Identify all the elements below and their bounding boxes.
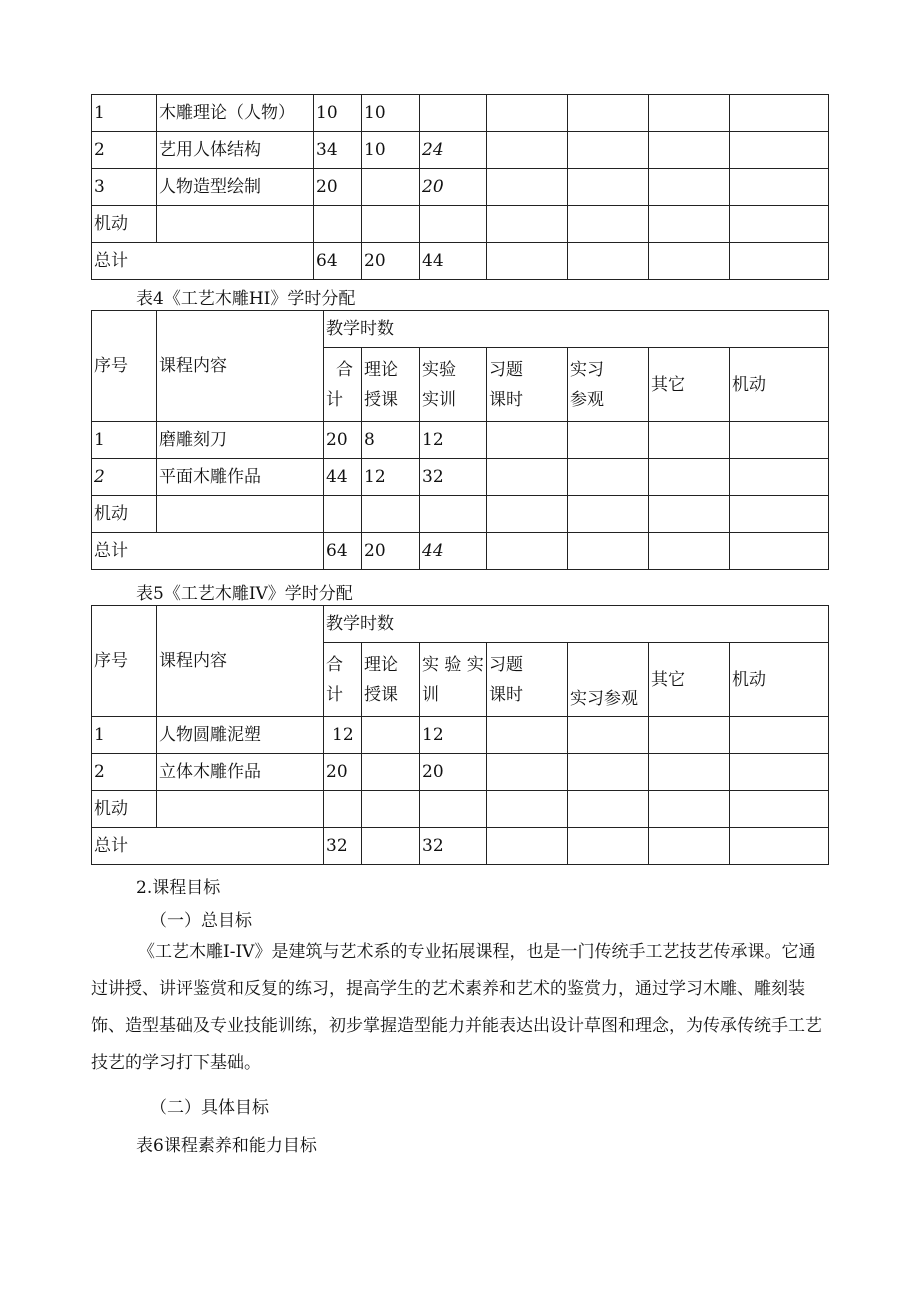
cell-empty: [730, 533, 829, 570]
cell-empty: [157, 206, 314, 243]
cell-empty: [649, 95, 730, 132]
cell-total-label: 总计: [92, 533, 324, 570]
header-exercise-line2: 课时: [489, 389, 523, 410]
cell-theory: [362, 828, 420, 865]
cell-empty: [568, 95, 649, 132]
cell-lab: 24: [420, 132, 487, 169]
header-total-line1: 合: [336, 359, 353, 380]
header-exercise-line1: 习题: [489, 654, 523, 675]
cell-empty: [487, 206, 568, 243]
cell-empty: [649, 791, 730, 828]
header-lab-line1: 实 验 实: [422, 654, 484, 675]
header-internship: 实习参观: [568, 643, 649, 717]
table-row: [92, 169, 829, 206]
cell-empty: [730, 496, 829, 533]
cell-empty: [362, 791, 420, 828]
cell-empty: [487, 422, 568, 459]
header-lab: [420, 643, 487, 717]
cell-no: 3: [92, 169, 157, 206]
cell-no: 1: [92, 95, 157, 132]
cell-empty: [568, 533, 649, 570]
cell-empty: [487, 243, 568, 280]
header-theory: [362, 643, 420, 717]
cell-lab: 44: [420, 243, 487, 280]
header-total: [324, 643, 362, 717]
header-content: 课程内容: [157, 311, 324, 422]
header-lab-line1: 实验: [422, 359, 456, 380]
cell-empty: [730, 754, 829, 791]
cell-empty: [568, 243, 649, 280]
cell-empty: [487, 754, 568, 791]
cell-empty: [649, 459, 730, 496]
table-row: [92, 459, 829, 496]
cell-no: 2: [92, 132, 157, 169]
section-heading: 2.课程目标: [136, 878, 221, 898]
header-theory-line2: 授课: [364, 684, 398, 705]
cell-empty: [649, 533, 730, 570]
header-lab-line2: 训: [422, 684, 439, 705]
header-theory-line1: 理论: [364, 359, 398, 380]
table-3: [91, 94, 829, 280]
table-row: [92, 754, 829, 791]
table-row: [92, 132, 829, 169]
cell-empty: [649, 717, 730, 754]
header-hours-group: 教学时数: [324, 606, 829, 643]
table-row-flex: [92, 206, 829, 243]
cell-theory: 10: [362, 95, 420, 132]
cell-empty: [362, 206, 420, 243]
cell-empty: [568, 169, 649, 206]
cell-empty: [649, 169, 730, 206]
header-total-line2: 计: [326, 389, 343, 410]
cell-empty: [420, 496, 487, 533]
cell-theory: [362, 717, 420, 754]
header-theory-line2: 授课: [364, 389, 398, 410]
cell-lab: 12: [420, 422, 487, 459]
cell-empty: [649, 754, 730, 791]
header-total: [324, 348, 362, 422]
cell-lab: 32: [420, 459, 487, 496]
table-row-flex: [92, 791, 829, 828]
table-row-flex: [92, 496, 829, 533]
header-lab: [420, 348, 487, 422]
table-6-caption: 表6课程素养和能力目标: [136, 1136, 317, 1156]
cell-empty: [568, 206, 649, 243]
cell-empty: [649, 206, 730, 243]
table-row: [92, 422, 829, 459]
cell-empty: [649, 828, 730, 865]
cell-empty: [568, 791, 649, 828]
header-no: 序号: [92, 311, 157, 422]
header-theory-line1: 理论: [364, 654, 398, 675]
cell-empty: [730, 95, 829, 132]
cell-empty: [324, 496, 362, 533]
cell-empty: [568, 422, 649, 459]
cell-lab: 20: [420, 169, 487, 206]
cell-empty: [649, 422, 730, 459]
table-row-total: [92, 243, 829, 280]
subsection-heading-overall: （一）总目标: [150, 911, 252, 931]
cell-theory: [362, 754, 420, 791]
cell-empty: [157, 791, 324, 828]
cell-total-label: 总计: [92, 243, 314, 280]
cell-empty: [420, 791, 487, 828]
cell-total: 20: [324, 422, 362, 459]
cell-lab: 12: [420, 717, 487, 754]
table-5-caption: 表5《工艺木雕IV》学时分配: [136, 584, 353, 604]
cell-theory: 12: [362, 459, 420, 496]
table-header-row: [92, 311, 829, 348]
header-content: 课程内容: [157, 606, 324, 717]
cell-total: 20: [324, 754, 362, 791]
cell-empty: [314, 206, 362, 243]
header-exercise: [487, 643, 568, 717]
cell-content: 立体木雕作品: [157, 754, 324, 791]
table-5: [91, 605, 829, 865]
header-exercise-line1: 习题: [489, 359, 523, 380]
cell-empty: [730, 791, 829, 828]
cell-total: 64: [314, 243, 362, 280]
table-row-total: [92, 533, 829, 570]
header-lab-line2: 实训: [422, 389, 456, 410]
cell-content: 平面木雕作品: [157, 459, 324, 496]
table-4: [91, 310, 829, 570]
cell-empty: [487, 717, 568, 754]
cell-empty: [730, 132, 829, 169]
cell-total-label: 总计: [92, 828, 324, 865]
cell-theory: 10: [362, 132, 420, 169]
cell-flex-label: 机动: [92, 791, 157, 828]
cell-empty: [487, 496, 568, 533]
cell-total: 34: [314, 132, 362, 169]
table-row-total: [92, 828, 829, 865]
header-total-line2: 计: [326, 684, 343, 705]
cell-empty: [568, 828, 649, 865]
cell-empty: [487, 791, 568, 828]
cell-lab: 20: [420, 754, 487, 791]
header-other: 其它: [649, 643, 730, 717]
cell-total: 20: [314, 169, 362, 206]
cell-total: 12: [324, 717, 362, 754]
cell-theory: 20: [362, 533, 420, 570]
cell-content: 磨雕刻刀: [157, 422, 324, 459]
cell-no: 1: [92, 717, 157, 754]
cell-total: 44: [324, 459, 362, 496]
cell-empty: [730, 206, 829, 243]
header-no: 序号: [92, 606, 157, 717]
cell-empty: [730, 169, 829, 206]
cell-content: 木雕理论（人物）: [157, 95, 314, 132]
header-total-line1: 合: [326, 654, 343, 675]
cell-empty: [730, 422, 829, 459]
header-other: 其它: [649, 348, 730, 422]
header-internship-line1: 实习: [570, 359, 604, 380]
cell-empty: [568, 496, 649, 533]
cell-theory: [362, 169, 420, 206]
cell-content: 人物造型绘制: [157, 169, 314, 206]
table-header-row: [92, 606, 829, 643]
header-internship: [568, 348, 649, 422]
cell-empty: [487, 459, 568, 496]
cell-theory: 20: [362, 243, 420, 280]
cell-no: 2: [92, 754, 157, 791]
header-exercise-line2: 课时: [489, 684, 523, 705]
cell-empty: [324, 791, 362, 828]
cell-empty: [649, 243, 730, 280]
cell-empty: [487, 169, 568, 206]
cell-lab: [420, 95, 487, 132]
header-flex: 机动: [730, 643, 829, 717]
header-internship-line2: 参观: [570, 389, 604, 410]
cell-empty: [568, 132, 649, 169]
cell-total: 32: [324, 828, 362, 865]
cell-lab: 44: [420, 533, 487, 570]
cell-empty: [487, 132, 568, 169]
cell-empty: [730, 243, 829, 280]
cell-empty: [730, 717, 829, 754]
cell-empty: [487, 828, 568, 865]
table-4-caption: 表4《工艺木雕HI》学时分配: [136, 289, 356, 309]
header-theory: [362, 348, 420, 422]
cell-no: 1: [92, 422, 157, 459]
cell-empty: [157, 496, 324, 533]
cell-lab: 32: [420, 828, 487, 865]
table-row: [92, 717, 829, 754]
cell-empty: [649, 496, 730, 533]
cell-empty: [420, 206, 487, 243]
header-hours-group: 教学时数: [324, 311, 829, 348]
cell-empty: [568, 459, 649, 496]
cell-content: 艺用人体结构: [157, 132, 314, 169]
cell-empty: [730, 828, 829, 865]
cell-empty: [362, 496, 420, 533]
cell-flex-label: 机动: [92, 206, 157, 243]
table-row: [92, 95, 829, 132]
cell-content: 人物圆雕泥塑: [157, 717, 324, 754]
cell-no: 2: [92, 459, 157, 496]
cell-empty: [730, 459, 829, 496]
cell-empty: [649, 132, 730, 169]
overall-goal-paragraph: 《工艺木雕I-IV》是建筑与艺术系的专业拓展课程，也是一门传统手工艺技艺传承课。它通过讲授、讲评鉴赏和反复的练习，提高学生的艺术素养和艺术的鉴赏力，通过学习木雕、雕刻装饰、造型基础及专业技能训练，初步掌握造型能力并能表达出设计草图和理念，为传承传统手工艺技艺的学习打下基础。: [91, 942, 822, 1073]
cell-empty: [487, 533, 568, 570]
cell-theory: 8: [362, 422, 420, 459]
header-exercise: [487, 348, 568, 422]
cell-total: 64: [324, 533, 362, 570]
subsection-heading-specific: （二）具体目标: [150, 1098, 269, 1118]
cell-total: 10: [314, 95, 362, 132]
cell-empty: [568, 754, 649, 791]
header-flex: 机动: [730, 348, 829, 422]
cell-empty: [487, 95, 568, 132]
cell-flex-label: 机动: [92, 496, 157, 533]
cell-empty: [568, 717, 649, 754]
